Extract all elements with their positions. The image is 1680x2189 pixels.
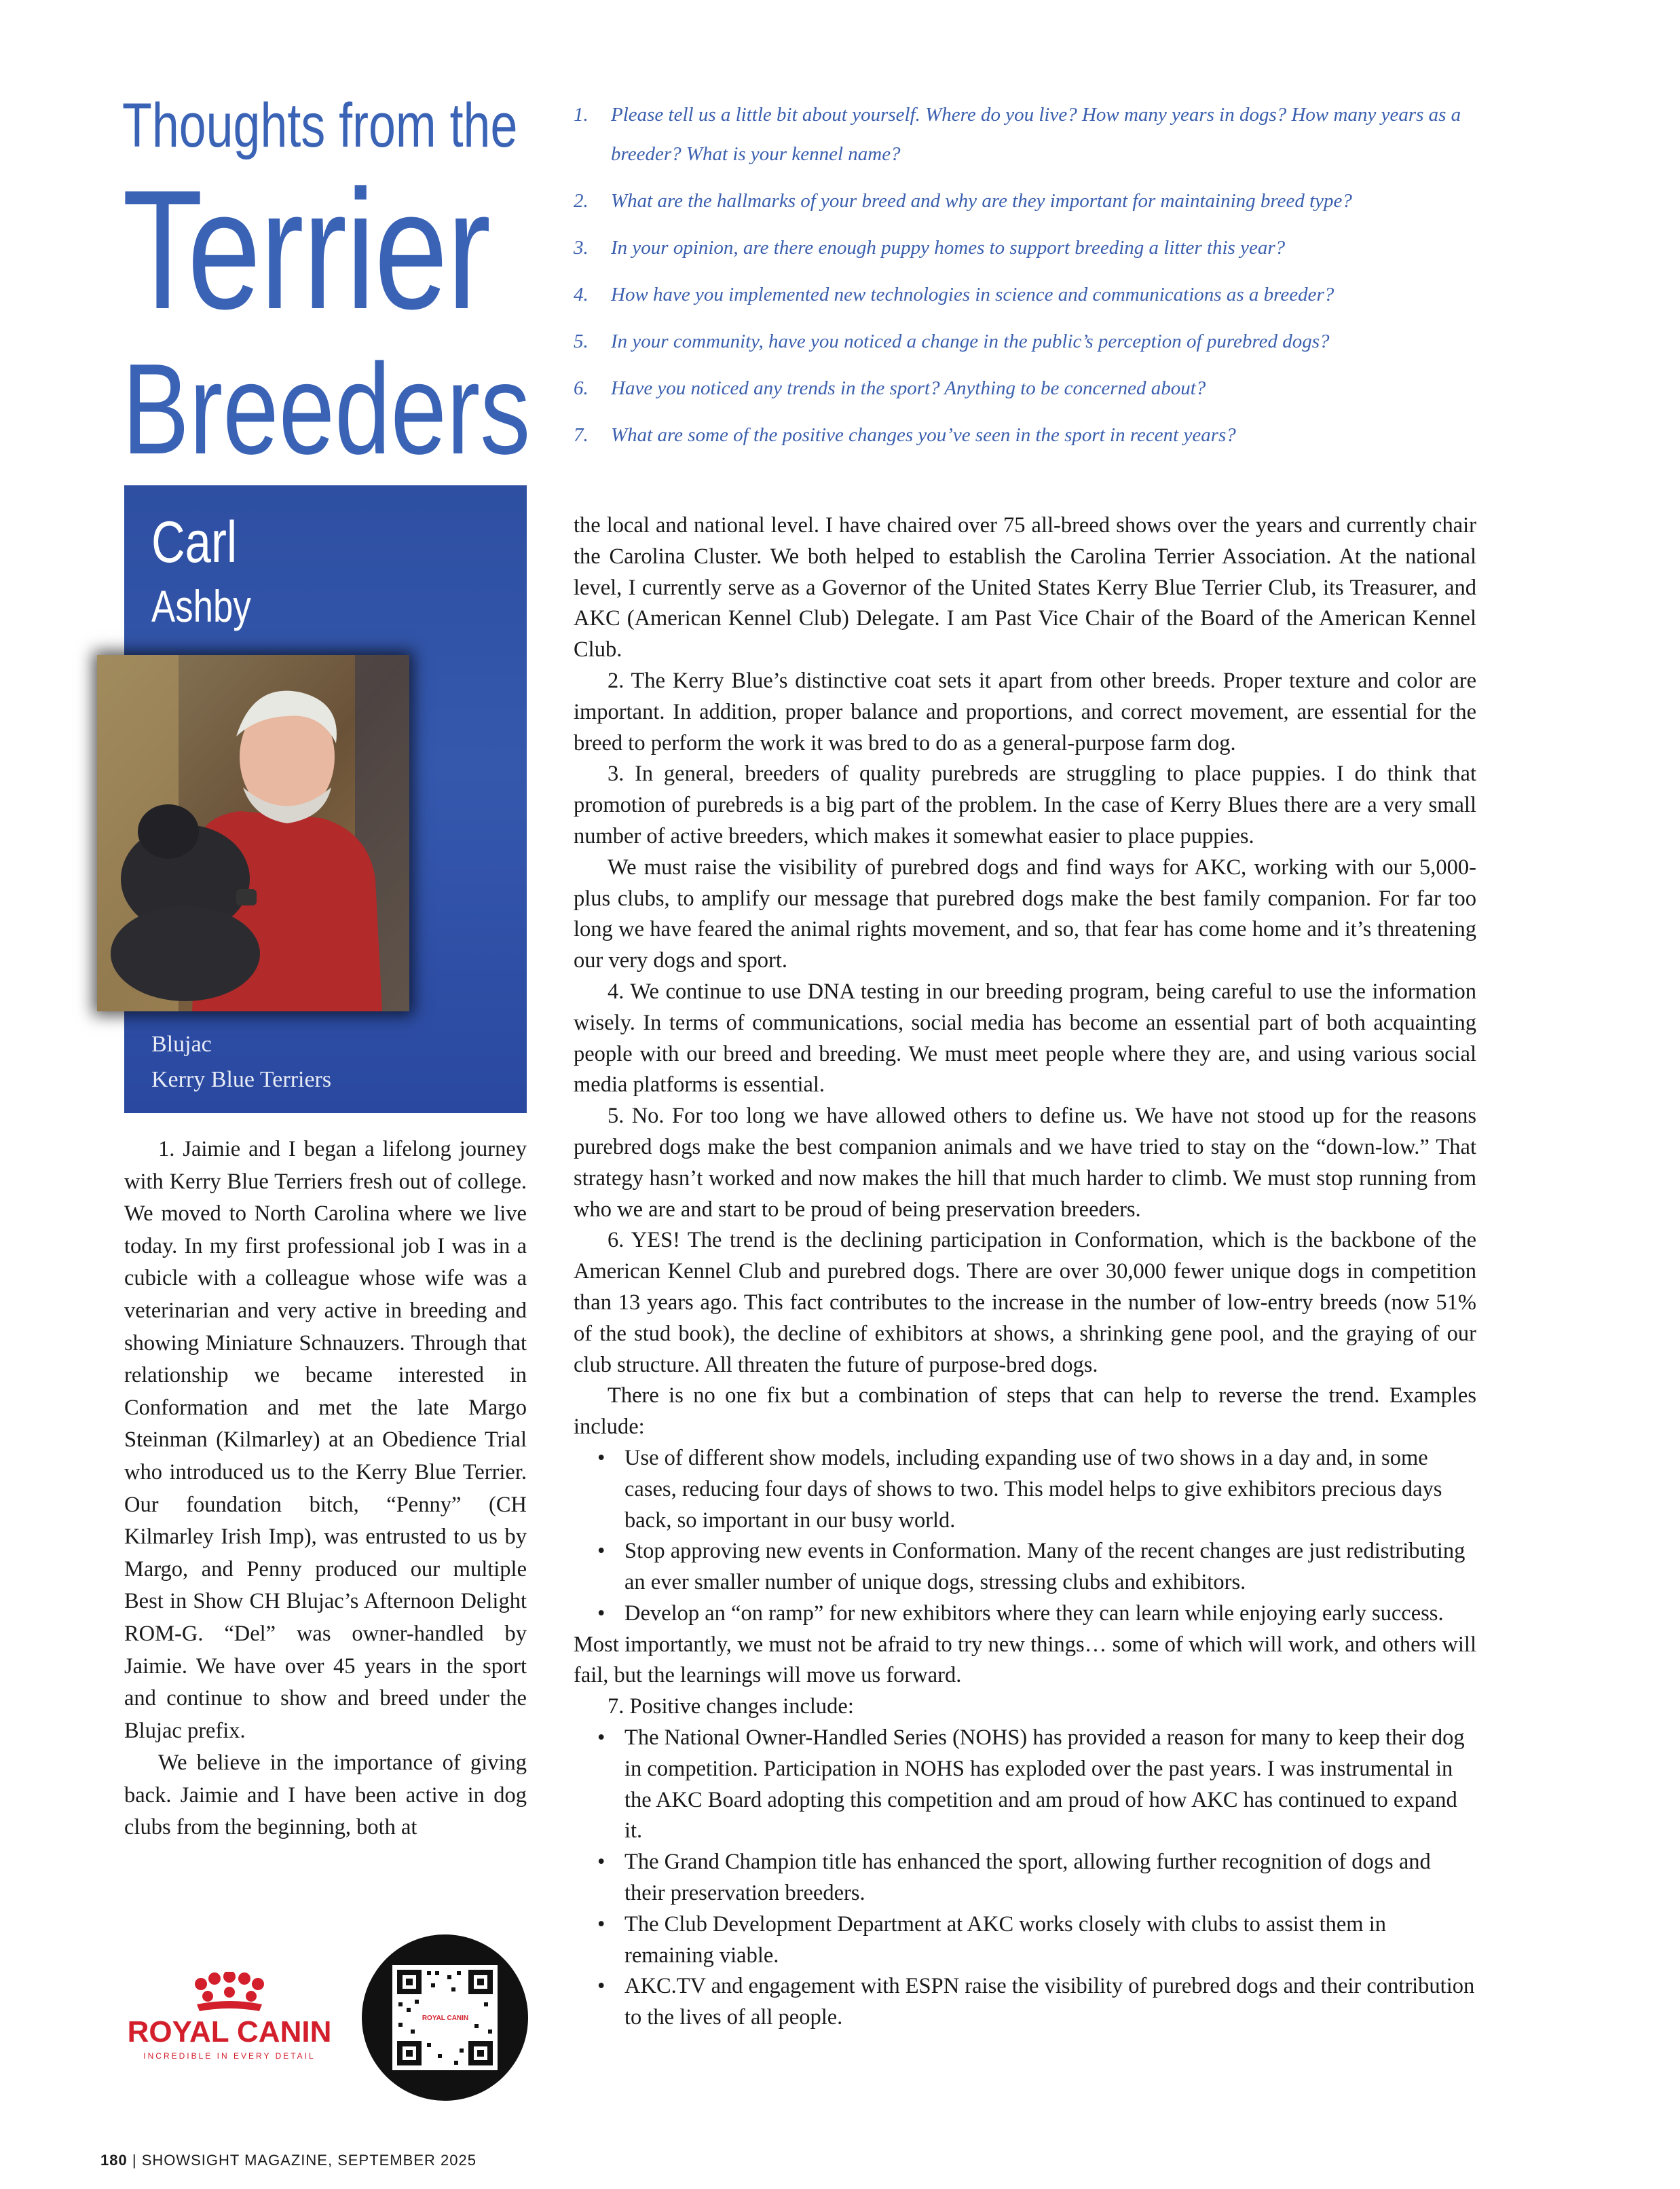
list-item-text: Stop approving new events in Conformation. Many of the recent changes are just redistributing an ever smaller number of unique dogs, stressing clubs and exhibitors.: [624, 1539, 1466, 1595]
list-item: [597, 1847, 1476, 1909]
question-item: [574, 181, 1476, 221]
crown-icon: [121, 1972, 338, 2063]
profile-panel: [124, 485, 527, 1113]
list-item-text: The Grand Champion title has enhanced the sport, allowing further recognition of dogs and their preservation breeders.: [624, 1850, 1431, 1906]
question-item: [574, 322, 1476, 361]
qr-brand-text: ROYAL CANIN: [422, 2015, 469, 2022]
list-item-text: The Club Development Department at AKC works closely with clubs to assist them in remaining viable.: [624, 1911, 1386, 1968]
question-text: Please tell us a little bit about yourself. Where do you live? How many years in dogs? How many years as a breeder? What is your kennel name?: [611, 104, 1461, 165]
paragraph: the local and national level. I have chaired over 75 all-breed shows over the years and currently chair the Carolina Cluster. We both helped to establish the Carolina Terrier Association. At the national level, I currently serve as a Governor of the United States Kerry Blue Terrier Club, its Treasurer, and AKC (American Kennel Club) Delegate. I am Past Vice Chair of the Board of the American Kennel Club.: [574, 513, 1476, 662]
question-text: In your opinion, are there enough puppy homes to support breeding a litter this year?: [611, 237, 1286, 259]
right-column-text: [574, 510, 1476, 2034]
paragraph: We must raise the visibility of purebred dogs and find ways for AKC, working with our 5,000-plus clubs, to amplify our message that purebred dogs make the best family companion. For far too long we have feared the animal rights movement, and so, that fear has come home and it’s threatening our very dogs and sport.: [574, 855, 1476, 973]
question-item: [574, 369, 1476, 408]
bullet-list: [574, 1723, 1476, 2034]
profile-last-name: Ashby: [151, 581, 251, 631]
brand-text: ROYAL CANIN: [127, 2015, 332, 2048]
breeder-photo-illustration: [97, 655, 409, 1011]
list-item: [597, 1443, 1476, 1536]
bullet-list: [574, 1443, 1476, 1630]
kennel-name: Blujac: [151, 1032, 212, 1057]
bullet-icon: •: [597, 1974, 605, 1999]
paragraph: 6. YES! The trend is the declining participation in Conformation, which is the backbone of the American Kennel Club and purebred dogs. There are over 30,000 fewer unique dogs in competition than 13 years ago. This fact contributes to the increase in the number of low-entry breeds (now 51% of the stud book), the decline of exhibitors at shows, a shrinking gene pool, and the graying of our club structure. All threaten the future of purpose-bred dogs.: [574, 1228, 1476, 1377]
paragraph: There is no one fix but a combination of steps that can help to reverse the trend. Examples include:: [574, 1383, 1476, 1440]
bullet-icon: •: [597, 1850, 605, 1875]
questions-list: [574, 95, 1476, 462]
kennel-breed: Kerry Blue Terriers: [151, 1067, 332, 1092]
paragraph: Most importantly, we must not be afraid to try new things… some of which will work, and others will fail, but the learnings will move us forward.: [574, 1632, 1476, 1688]
question-text: What are some of the positive changes you’ve seen in the sport in recent years?: [611, 424, 1236, 446]
qr-code-icon: [362, 1934, 528, 2101]
question-text: Have you noticed any trends in the sport? Anything to be concerned about?: [611, 377, 1206, 399]
masthead-line-1: Thoughts from the: [122, 91, 518, 160]
question-number: 4.: [574, 284, 589, 305]
question-number: 3.: [574, 237, 589, 259]
bullet-icon: •: [597, 1539, 605, 1564]
footer-text: SHOWSIGHT MAGAZINE, SEPTEMBER 2025: [141, 2152, 477, 2169]
qr-code[interactable]: [362, 1934, 528, 2101]
question-item: [574, 275, 1476, 314]
profile-first-name: Carl: [151, 510, 238, 575]
paragraph: We believe in the importance of giving back. Jaimie and I have been active in dog clubs from the beginning, both at: [124, 1751, 527, 1840]
masthead-line-3: Breeders: [122, 337, 531, 481]
question-number: 6.: [574, 377, 589, 399]
list-item-text: AKC.TV and engagement with ESPN raise the visibility of purebred dogs and their contribution to the lives of all people.: [624, 1974, 1475, 2030]
profile-kennel: [151, 1027, 331, 1098]
paragraph: 1. Jaimie and I began a lifelong journey with Kerry Blue Terriers fresh out of college. We moved to North Carolina where we live today. In my first professional job I was in a cubicle with a colleague whose wife was a veterinarian and very active in breeding and showing Miniature Schnauzers. Through that relationship we became interested in Conformation and met the late Margo Steinman (Kilmarley) at an Obedience Trial who introduced us to the Kerry Blue Terrier. Our foundation bitch, “Penny” (CH Kilmarley Irish Imp), was entrusted to us by Margo, and Penny produced our multiple Best in Show CH Blujac’s Afternoon Delight ROM-G. “Del” was owner-handled by Jaimie. We have over 45 years in the sport and continue to show and breed under the Blujac prefix.: [124, 1137, 527, 1743]
masthead-line-2: Terrier: [122, 155, 490, 344]
list-item-text: Use of different show models, including expanding use of two shows in a day and, in some cases, reducing four days of shows to two. This model helps to give exhibitors precious days back, so important in our busy world.: [624, 1445, 1442, 1533]
list-item-text: The National Owner-Handled Series (NOHS) has provided a reason for many to keep their dog in competition. Participation in NOHS has exploded over the past years. I was instrumental in the AKC Board adopting this competition and am proud of how AKC has continued to expand it.: [624, 1725, 1465, 1844]
brand-tagline: INCREDIBLE IN EVERY DETAIL: [143, 2051, 316, 2061]
paragraph: 5. No. For too long we have allowed others to define us. We have not stood up for the reasons purebred dogs make the best companion animals and we have tried to stay on the “down-low.” That strategy hasn’t worked and now makes the hill that much harder to climb. We must stop running from who we are and start to be proud of being preservation breeders.: [574, 1104, 1476, 1222]
question-item: [574, 415, 1476, 455]
royal-canin-logo[interactable]: [121, 1972, 338, 2063]
paragraph: 7. Positive changes include:: [608, 1694, 854, 1719]
list-item: [597, 1909, 1476, 1972]
bullet-icon: •: [597, 1445, 605, 1470]
question-number: 5.: [574, 331, 589, 352]
question-item: [574, 228, 1476, 267]
masthead-title: [122, 91, 531, 481]
page-footer: [100, 2152, 477, 2169]
bullet-icon: •: [597, 1601, 605, 1626]
question-item: [574, 95, 1476, 174]
breeder-photo: [97, 655, 409, 1011]
question-number: 7.: [574, 424, 589, 446]
bullet-icon: •: [597, 1911, 605, 1937]
question-number: 1.: [574, 104, 589, 126]
paragraph: 4. We continue to use DNA testing in our breeding program, being careful to use the information wisely. In terms of communications, social media has become an essential part of both acquainting people with our breed and breeding. We must meet people where they are, and using various social media platforms is essential.: [574, 979, 1476, 1098]
paragraph: 3. In general, breeders of quality purebreds are struggling to place puppies. I do think that promotion of purebreds is a big part of the problem. In the case of Kerry Blues there are a very small number of active breeders, which makes it somewhat easier to place puppies.: [574, 762, 1476, 848]
paragraph: 2. The Kerry Blue’s distinctive coat sets it apart from other breeds. Proper texture and color are important. In addition, proper balance and proportions, and correct movement, are essential for the breed to perform the work it was bred to do as a general-purpose farm dog.: [574, 668, 1476, 755]
list-item: [597, 1598, 1476, 1630]
list-item: [597, 1536, 1476, 1598]
question-text: In your community, have you noticed a change in the public’s perception of purebred dogs?: [611, 331, 1330, 352]
bullet-icon: •: [597, 1725, 605, 1751]
question-text: What are the hallmarks of your breed and why are they important for maintaining breed type?: [611, 190, 1352, 212]
footer-separator: |: [132, 2152, 137, 2169]
list-item: [597, 1723, 1476, 1847]
left-column-text: [124, 1134, 527, 1844]
list-item: [597, 1971, 1476, 2034]
question-number: 2.: [574, 190, 589, 212]
question-text: How have you implemented new technologies in science and communications as a breeder?: [611, 284, 1334, 305]
list-item-text: Develop an “on ramp” for new exhibitors where they can learn while enjoying early success.: [624, 1601, 1444, 1626]
page-number: 180: [100, 2152, 128, 2169]
